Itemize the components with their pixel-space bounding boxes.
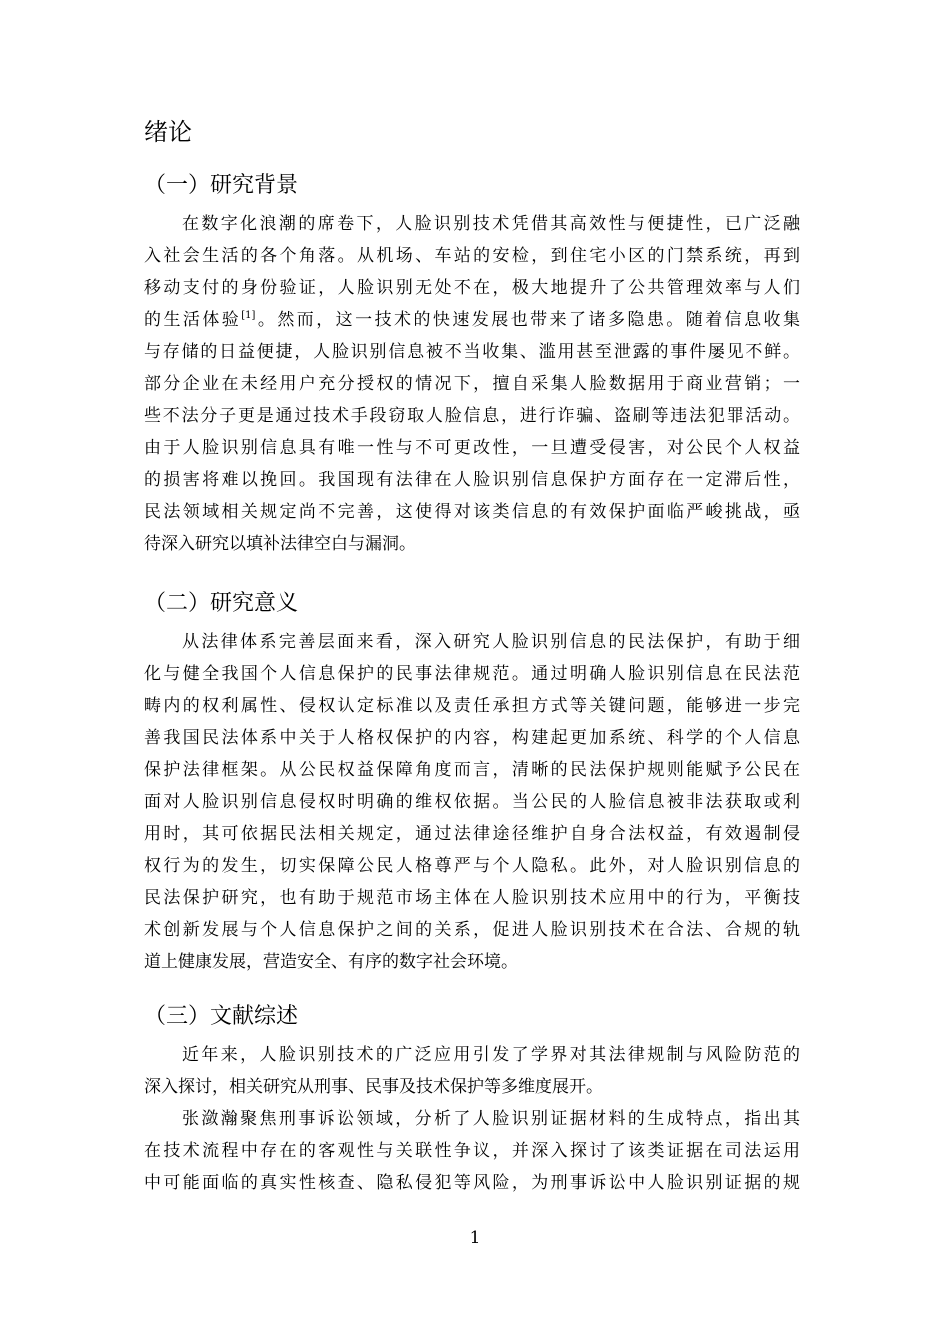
text-line: 近年来，人脸识别技术的广泛应用引发了学界对其法律规制与风险防范的 [182, 1045, 800, 1065]
text-line: 保护法律框架。从公民权益保障角度而言，清晰的民法保护规则能赋予公民在 [144, 760, 800, 780]
text-segment: 的生活体验 [144, 310, 242, 330]
text-line: 的损害将难以挽回。我国现有法律在人脸识别信息保护方面存在一定滞后性， [144, 470, 800, 490]
paragraph-significance [144, 626, 800, 978]
text-line: 些不法分子更是通过技术手段窃取人脸信息，进行诈骗、盗刷等违法犯罪活动。 [144, 406, 800, 426]
text-line: 待深入研究以填补法律空白与漏洞。 [144, 534, 416, 554]
text-line: 面对人脸识别信息侵权时明确的维权依据。当公民的人脸信息被非法获取或利 [144, 792, 800, 812]
text-line: 由于人脸识别信息具有唯一性与不可更改性，一旦遭受侵害，对公民个人权益 [144, 438, 800, 458]
text-line: 畴内的权利属性、侵权认定标准以及责任承担方式等关键问题，能够进一步完 [144, 696, 800, 716]
section-heading-literature-review: （三）文献综述 [144, 1004, 299, 1029]
text-line: 在技术流程中存在的客观性与关联性争议，并深入探讨了该类证据在司法运用 [144, 1141, 800, 1161]
text-line: 移动支付的身份验证，人脸识别无处不在，极大地提升了公共管理效率与人们 [144, 278, 800, 298]
paragraph-literature-intro [144, 1039, 800, 1103]
text-line: 权行为的发生，切实保障公民人格尊严与个人隐私。此外，对人脸识别信息的 [144, 856, 800, 876]
text-line: 民法领域相关规定尚不完善，这使得对该类信息的有效保护面临严峻挑战，亟 [144, 502, 800, 522]
text-line: 张潋瀚聚焦刑事诉讼领域，分析了人脸识别证据材料的生成特点，指出其 [182, 1109, 800, 1129]
text-line: 善我国民法体系中关于人格权保护的内容，构建起更加系统、科学的个人信息 [144, 728, 800, 748]
page-number: 1 [469, 1228, 481, 1248]
text-segment: 。然而，这一技术的快速发展也带来了诸多隐患。随着信息收集 [255, 310, 801, 330]
citation-mark: [1] [241, 310, 256, 321]
text-line: 在数字化浪潮的席卷下，人脸识别技术凭借其高效性与便捷性，已广泛融 [182, 214, 800, 234]
text-line: 与存储的日益便捷，人脸识别信息被不当收集、滥用甚至泄露的事件屡见不鲜。 [144, 342, 800, 362]
paragraph-literature-zhang [144, 1103, 800, 1199]
text-line: 道上健康发展，营造安全、有序的数字社会环境。 [144, 952, 518, 972]
text-line: 部分企业在未经用户充分授权的情况下，擅自采集人脸数据用于商业营销；一 [144, 374, 800, 394]
text-line: 用时，其可依据民法相关规定，通过法律途径维护自身合法权益，有效遏制侵 [144, 824, 800, 844]
section-heading-background: （一）研究背景 [144, 173, 299, 198]
text-line: 民法保护研究，也有助于规范市场主体在人脸识别技术应用中的行为，平衡技 [144, 888, 800, 908]
text-line: 术创新发展与个人信息保护之间的关系，促进人脸识别技术在合法、合规的轨 [144, 920, 800, 940]
section-heading-significance: （二）研究意义 [144, 591, 299, 616]
text-line: 从法律体系完善层面来看，深入研究人脸识别信息的民法保护，有助于细 [182, 632, 800, 652]
paragraph-background [144, 208, 800, 560]
text-line: 中可能面临的真实性核查、隐私侵犯等风险，为刑事诉讼中人脸识别证据的规 [144, 1173, 800, 1193]
text-line-with-citation [144, 304, 800, 336]
text-line: 深入探讨，相关研究从刑事、民事及技术保护等多维度展开。 [144, 1077, 603, 1097]
chapter-title: 绪论 [144, 118, 192, 146]
text-line: 入社会生活的各个角落。从机场、车站的安检，到住宅小区的门禁系统，再到 [144, 246, 800, 266]
text-line: 化与健全我国个人信息保护的民事法律规范。通过明确人脸识别信息在民法范 [144, 664, 800, 684]
